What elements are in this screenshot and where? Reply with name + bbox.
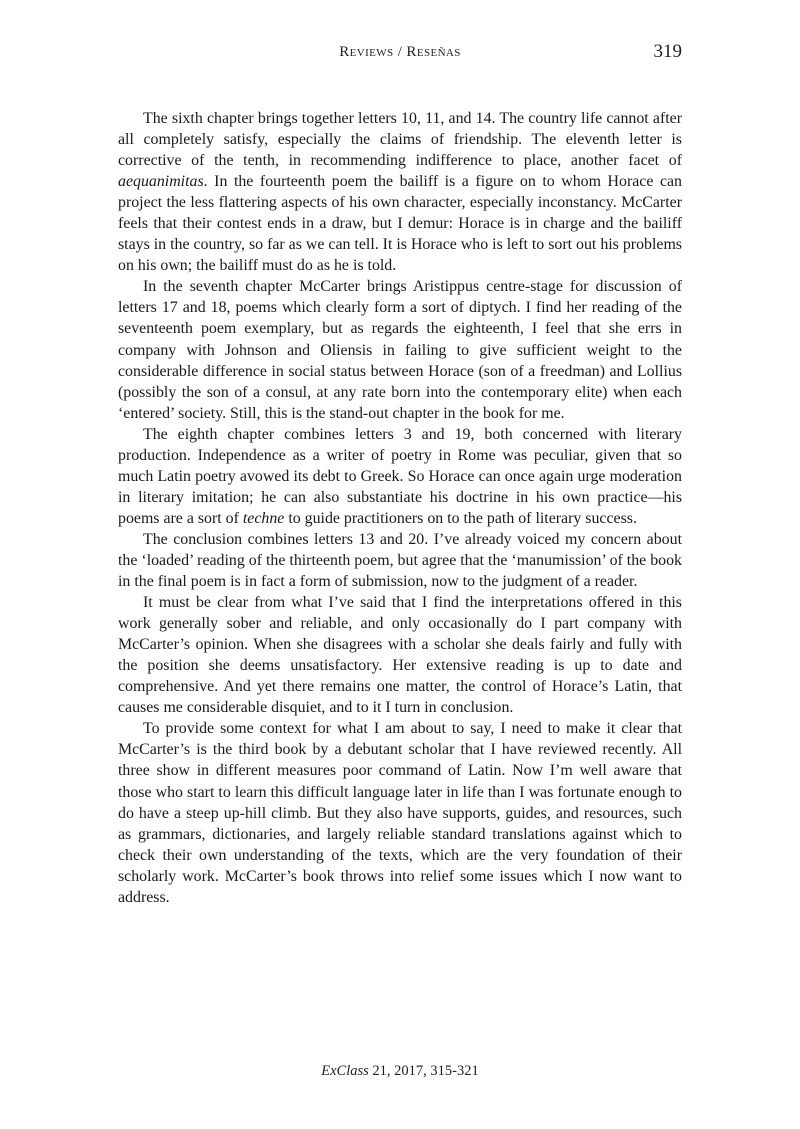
italic-term: aequanimitas xyxy=(118,173,204,191)
running-head xyxy=(118,41,682,66)
page-footer xyxy=(118,1063,682,1080)
para-seventh-chapter: In the seventh chapter McCarter brings Aristippus centre-stage for discussion of letters 17 and 18, poems which clearly form a sort of diptych. I find her reading of the seventeenth poem exemplary, but as regards the eighteenth, I feel that she errs in company with Johnson and Oliensis in failing to give sufficient weight to the considerable difference in social status between Horace (son of a freedman) and Lollius (possibly the son of a consul, at any rate born into the contemporary elite) when each ‘entered’ society. Still, this is the stand-out chapter in the book for me. xyxy=(118,278,682,422)
running-head-title: Reviews / Reseñas xyxy=(339,44,461,60)
italic-term: techne xyxy=(242,509,285,527)
para-conclusion-letters: The conclusion combines letters 13 and 20. I’ve already voiced my concern about the ‘loaded’ reading of the thirteenth poem, but agree that the ‘manumission’ of the book in the final poem is in fact a form of submission, now to the judgment of a reader. xyxy=(118,530,682,591)
journal-citation: 21, 2017, 315-321 xyxy=(368,1063,479,1079)
para-interpretations: It must be clear from what I’ve said that I find the interpretations offered in this work generally sober and reliable, and only occasionally do I part company with McCarter’s opinion. When she disagrees with a scholar she deals fairly and fully with the position she deems unsatisfactory. Her extensive reading is up to date and comprehensive. And yet there remains one matter, the control of Horace’s Latin, that causes me considerable disquiet, and to it I turn in conclusion. xyxy=(118,594,682,717)
para-sixth-chapter: The sixth chapter brings together letters 10, 11, and 14. The country life cannot after all completely satisfy, especially the claims of friendship. The eleventh letter is corrective of the tenth, in recommending indifference to place, another facet of aequanimitas. In the fourteenth poem the bailiff is a figure on to whom Horace can project the less flattering aspects of his own character, especially inconstancy. McCarter feels that their contest ends in a draw, but I demur: Horace is in charge and the bailiff stays in the country, so far as we can tell. It is Horace who is left to sort out his problems on his own; the bailiff must do as he is told. xyxy=(118,110,682,275)
para-eighth-chapter: The eighth chapter combines letters 3 and 19, both concerned with literary production. Independence as a writer of poetry in Rome was peculiar, given that so much Latin poetry avowed its debt to Greek. So Horace can once again urge moderation in literary imitation; he can also substantiate his doctrine in his own practice—his poems are a sort of techne to guide practitioners on to the path of literary success. xyxy=(118,425,682,527)
page-number: 319 xyxy=(653,41,682,62)
body-text-block xyxy=(118,108,682,908)
para-context: To provide some context for what I am about to say, I need to make it clear that McCarter’s is the third book by a debutant scholar that I have reviewed recently. All three show in different measures poor command of Latin. Now I’m well aware that those who start to learn this difficult language later in life than I was fortunate enough to do have a steep up-hill climb. But they also have supports, guides, and resources, such as grammars, dictionaries, and largely reliable standard translations against which to check their own understanding of the texts, which are the very foundation of their scholarly work. McCarter’s book throws into relief some issues which I now want to address. xyxy=(118,720,682,906)
journal-title: ExClass xyxy=(321,1063,369,1079)
